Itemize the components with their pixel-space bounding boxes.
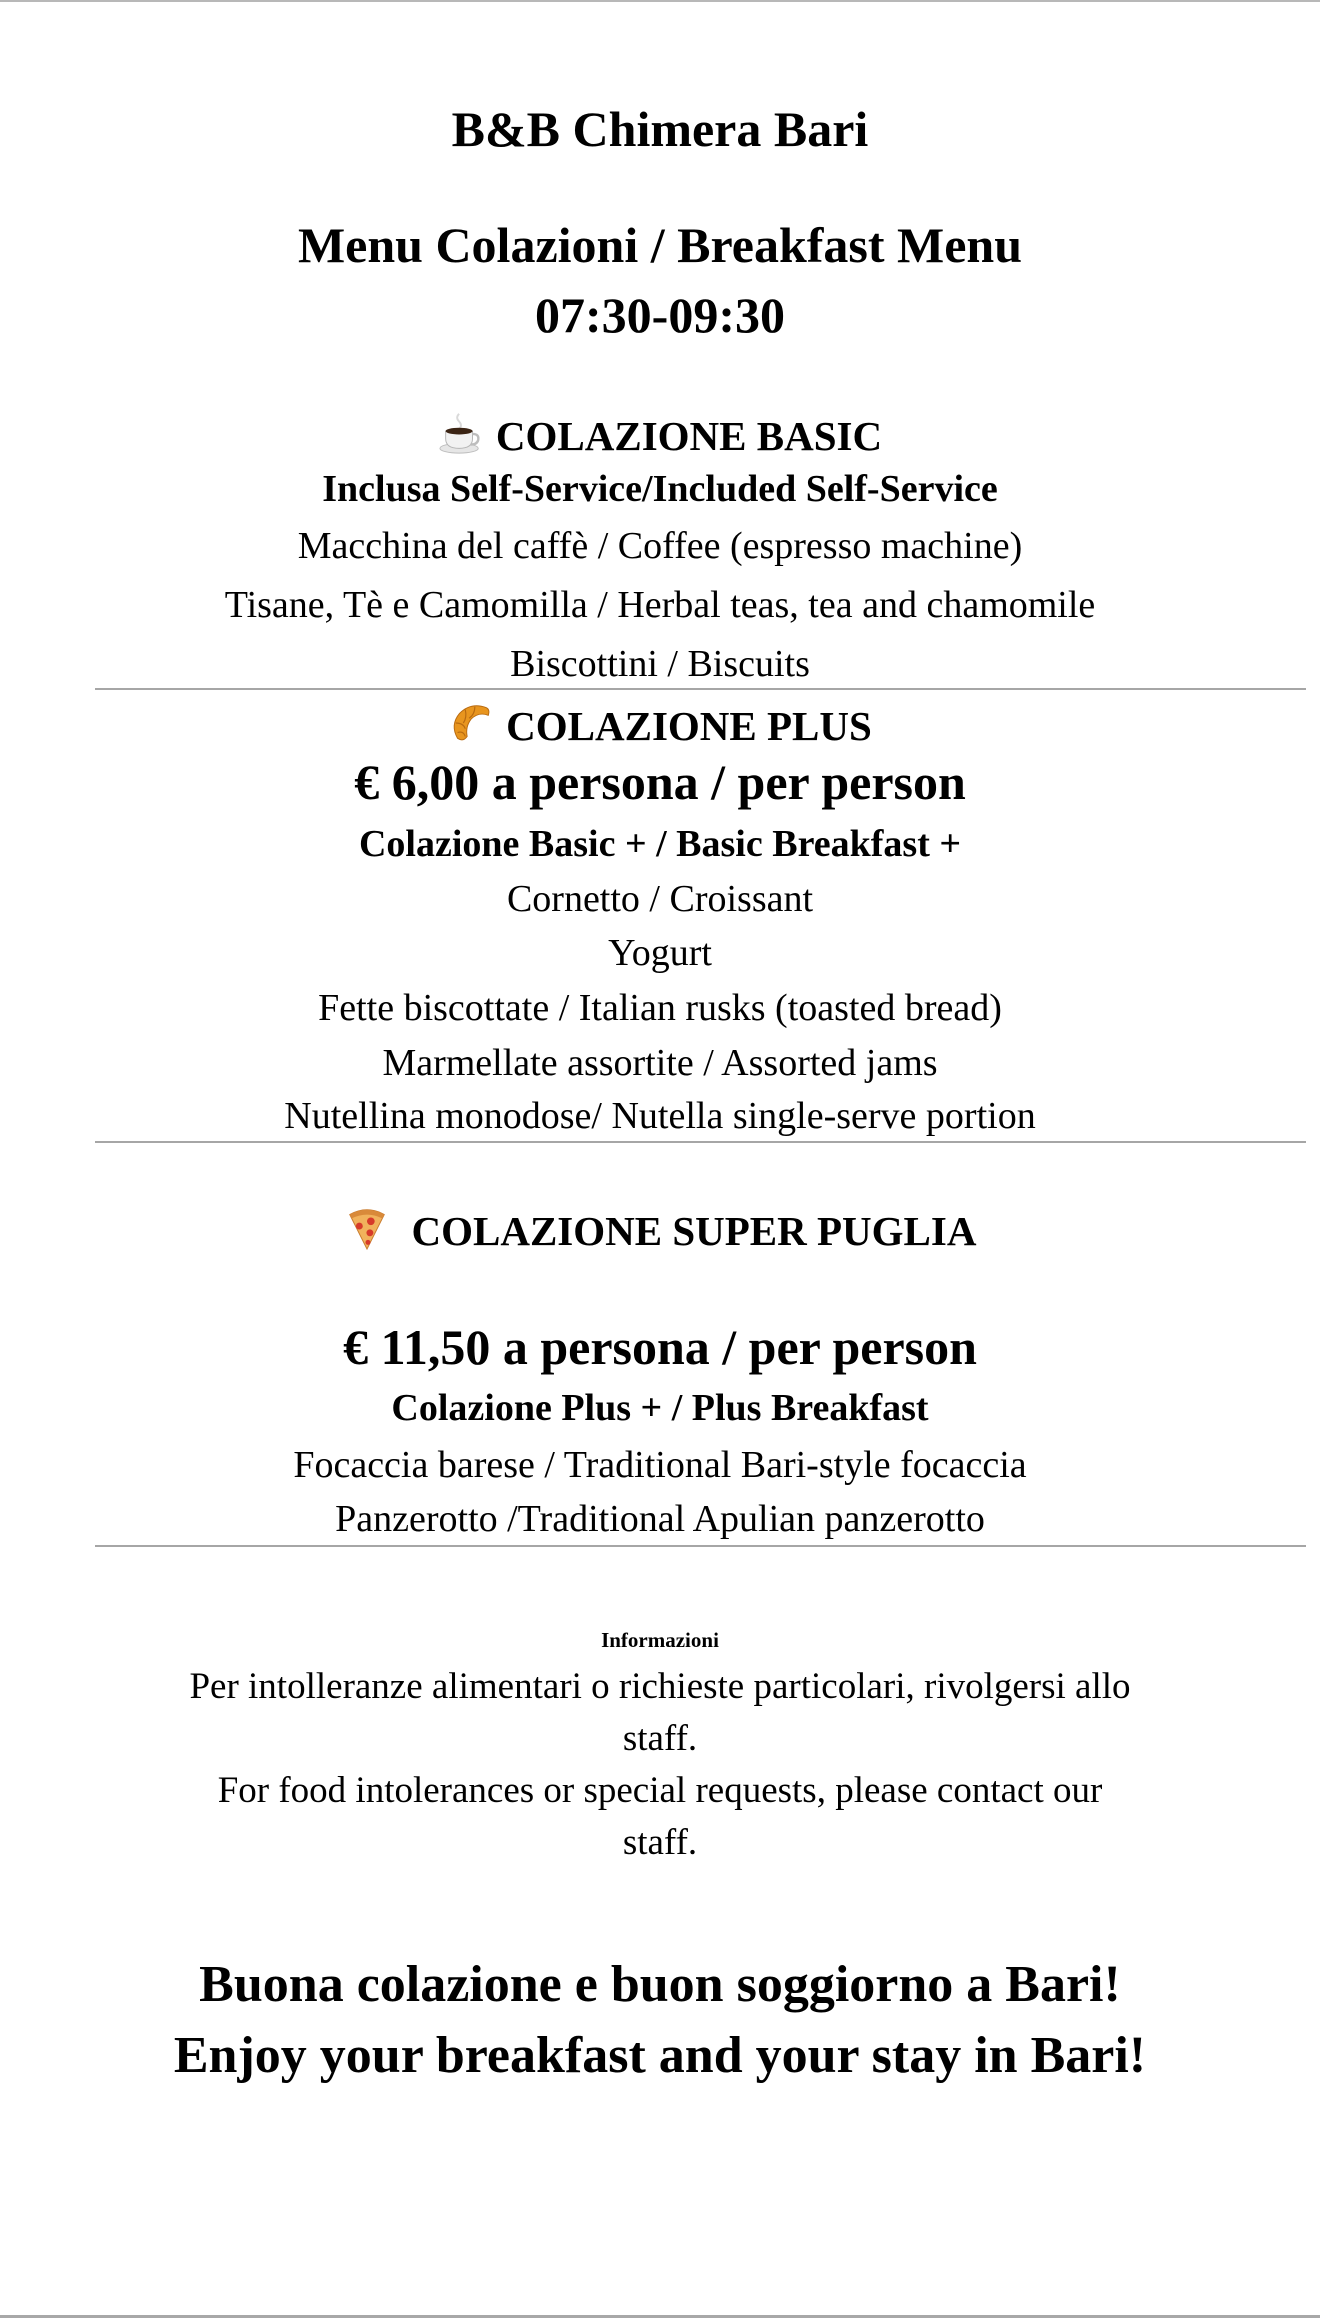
menu-item: Fette biscottate / Italian rusks (toasted bread) <box>318 987 1002 1029</box>
section-basic-subtitle: Inclusa Self-Service/Included Self-Service <box>322 468 998 510</box>
business-name: B&B Chimera Bari <box>451 101 869 157</box>
section-divider <box>95 688 1306 690</box>
section-super-puglia-subtitle: Colazione Plus + / Plus Breakfast <box>391 1387 929 1429</box>
menu-item: Macchina del caffè / Coffee (espresso machine) <box>297 525 1023 567</box>
closing-english: Enjoy your breakfast and your stay in Bari! <box>173 2027 1147 2084</box>
menu-item: Yogurt <box>608 932 712 974</box>
menu-item: Panzerotto /Traditional Apulian panzerotto <box>335 1498 985 1540</box>
menu-item: Biscottini / Biscuits <box>510 643 810 685</box>
breakfast-hours: 07:30-09:30 <box>535 287 785 343</box>
croissant-icon <box>448 700 494 746</box>
menu-item: Nutellina monodose/ Nutella single-serve portion <box>284 1095 1036 1137</box>
closing-italian: Buona colazione e buon soggiorno a Bari! <box>199 1956 1121 2013</box>
section-super-puglia-heading <box>0 1205 1320 1252</box>
menu-item: Tisane, Tè e Camomilla / Herbal teas, tea and chamomile <box>224 584 1096 626</box>
section-divider <box>95 1545 1306 1547</box>
section-super-puglia-price: € 11,50 a persona / per person <box>343 1319 977 1375</box>
page-top-border <box>0 0 1320 2</box>
menu-item: Marmellate assortite / Assorted jams <box>382 1042 938 1084</box>
coffee-cup-icon <box>438 410 484 456</box>
info-en-line2: staff. <box>622 1822 698 1863</box>
section-plus-title: COLAZIONE PLUS <box>506 703 872 749</box>
section-divider <box>95 1141 1306 1143</box>
section-basic-title: COLAZIONE BASIC <box>495 413 883 459</box>
info-it-line1: Per intolleranze alimentari o richieste particolari, rivolgersi allo <box>189 1666 1131 1707</box>
section-plus-heading <box>0 700 1320 747</box>
section-super-puglia-title: COLAZIONE SUPER PUGLIA <box>411 1208 977 1254</box>
info-label: Informazioni <box>601 1628 719 1652</box>
pizza-slice-icon <box>344 1205 390 1251</box>
info-it-line2: staff. <box>622 1718 698 1759</box>
section-plus-subtitle: Colazione Basic + / Basic Breakfast + <box>358 823 962 865</box>
menu-title: Menu Colazioni / Breakfast Menu <box>297 217 1023 273</box>
menu-item: Cornetto / Croissant <box>506 878 814 920</box>
info-en-line1: For food intolerances or special requests, please contact our <box>217 1770 1103 1811</box>
section-basic-heading <box>0 410 1320 457</box>
section-plus-price: € 6,00 a persona / per person <box>354 754 966 810</box>
menu-item: Focaccia barese / Traditional Bari-style focaccia <box>293 1444 1027 1486</box>
